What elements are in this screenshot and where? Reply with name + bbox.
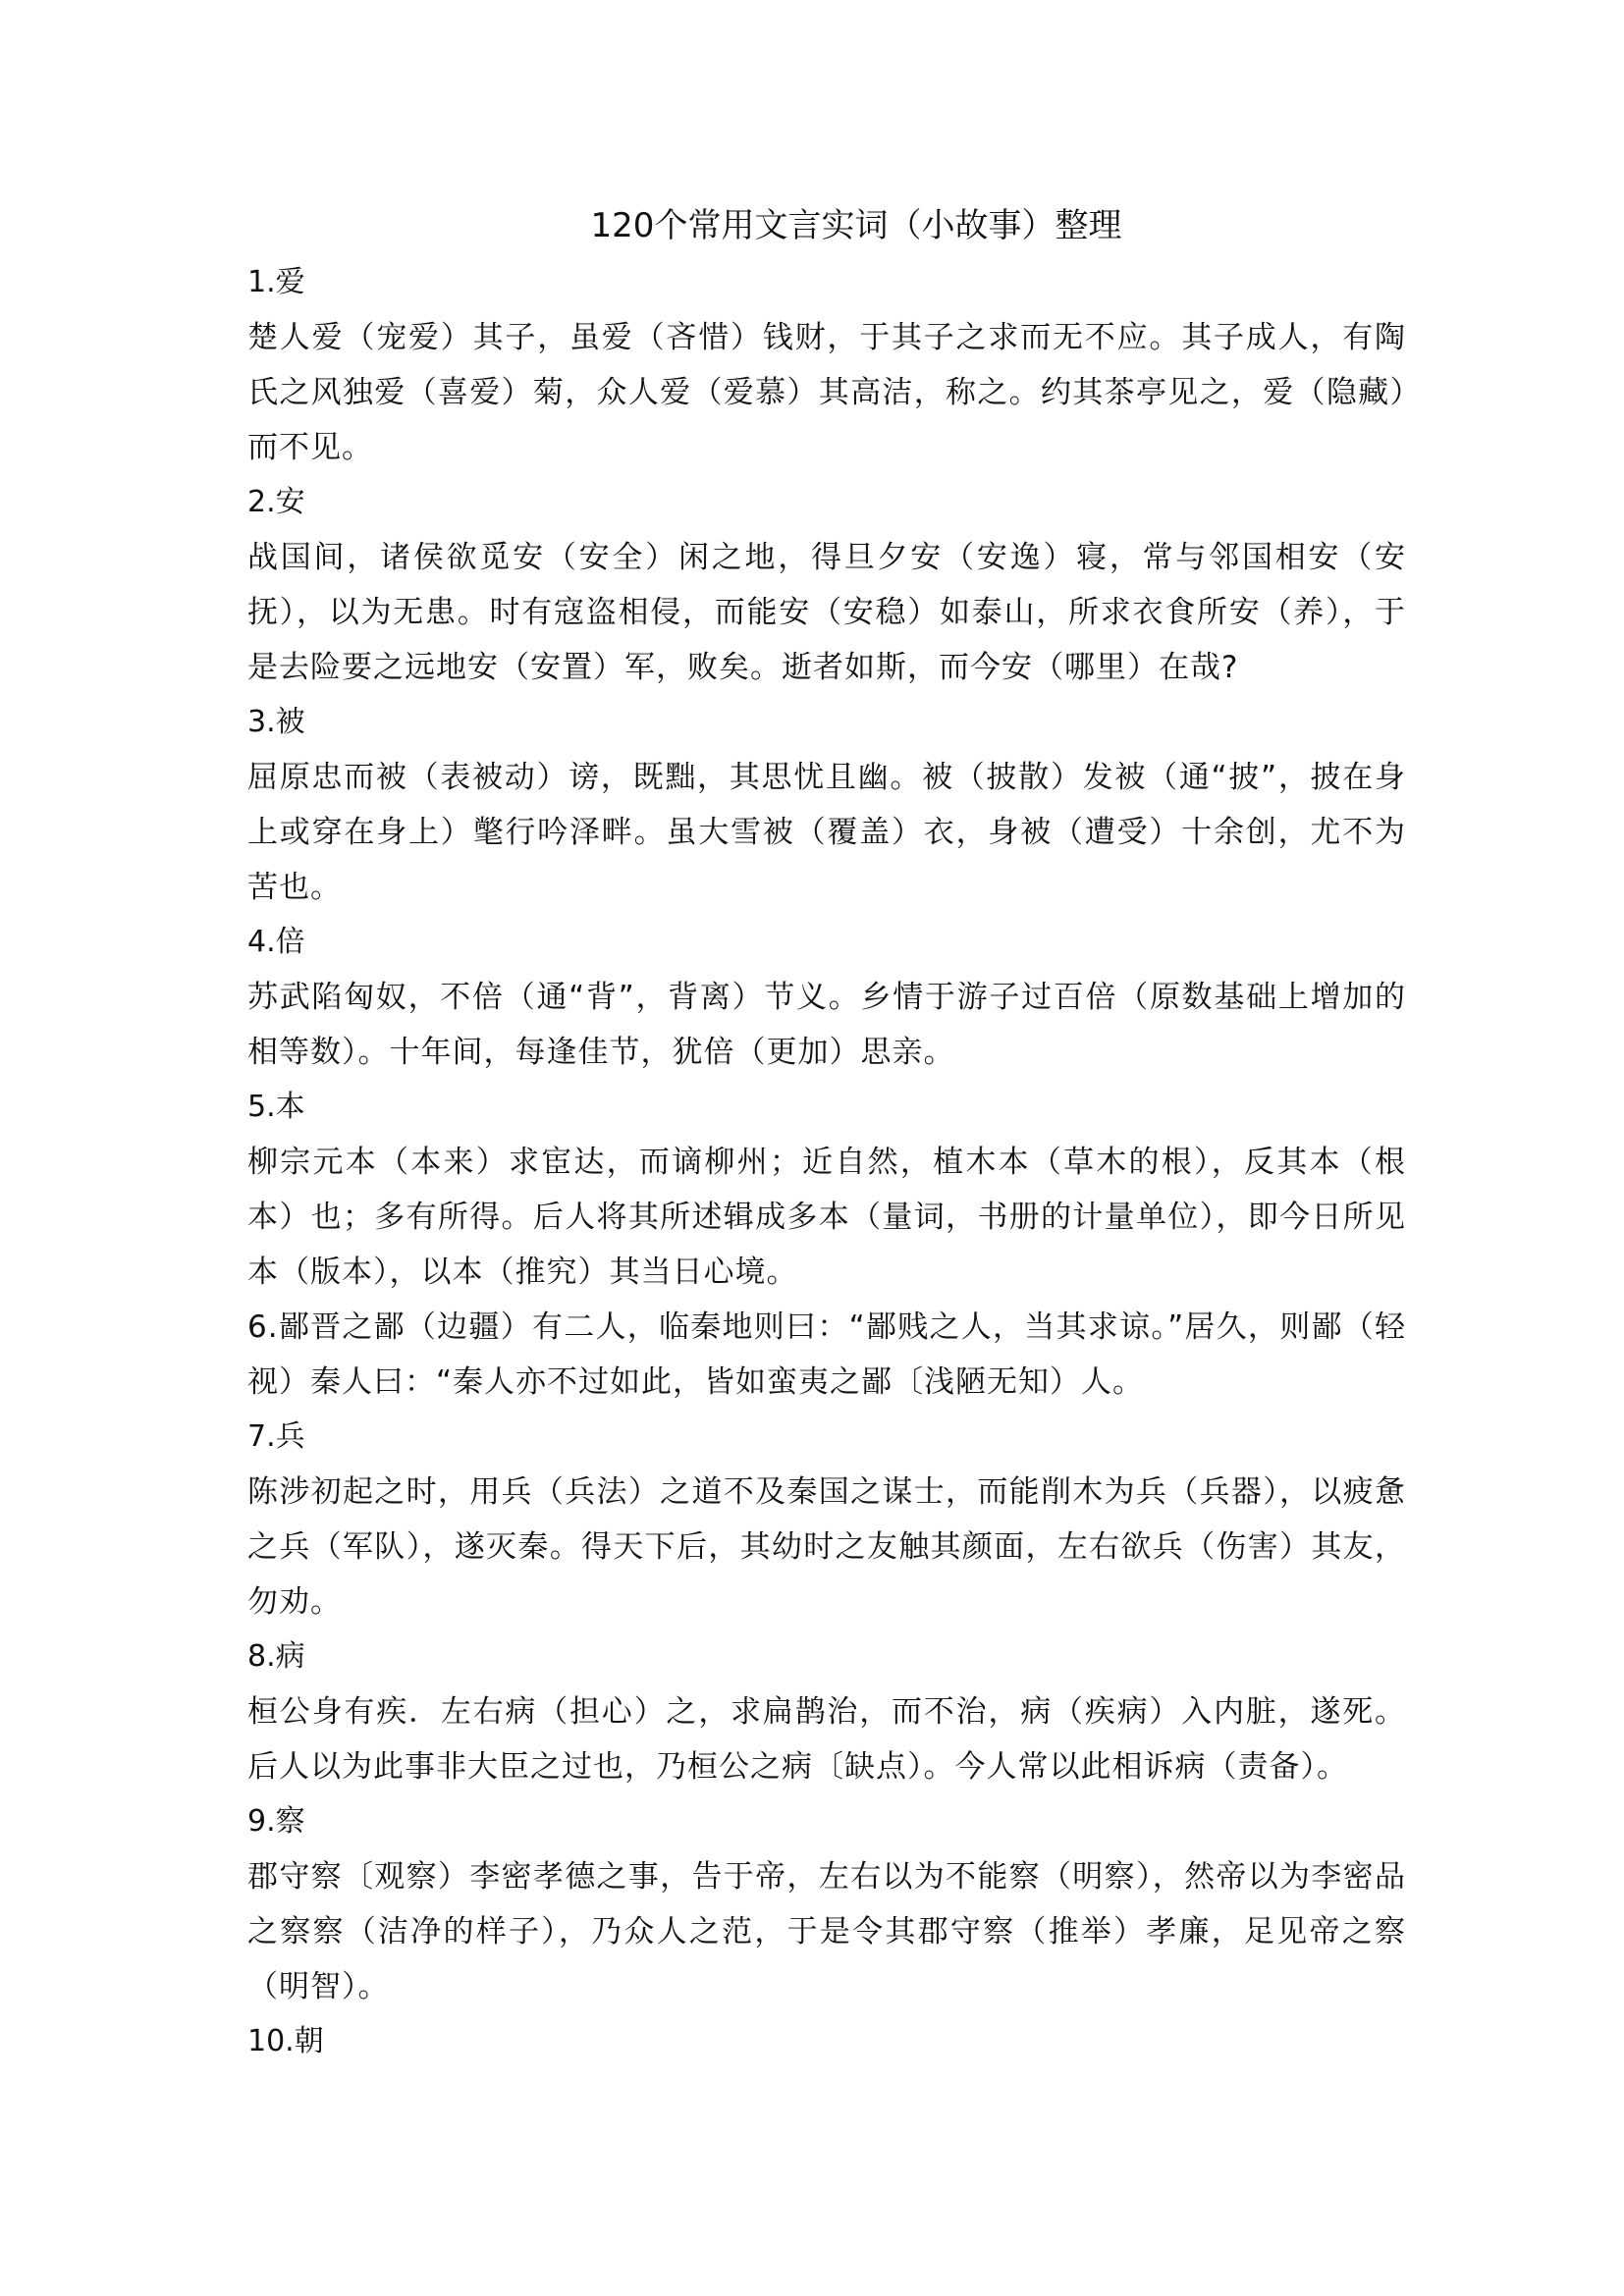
entry-4 — [247, 915, 1406, 1080]
entry-body: 6.鄙晋之鄙（边疆）有二人，临秦地则曰：“鄙贱之人，当其求谅。”居久，则鄙（轻视）秦人曰：“秦人亦不过如此，皆如蛮夷之鄙〔浅陋无知）人。 — [247, 1309, 1406, 1400]
entry-body: 桓公身有疾．左右病（担心）之，求扁鹊治，而不治，病（疾病）入内脏，遂死。后人以为此事非大臣之过也，乃桓公之病〔缺点）。今人常以此相诉病（责备）。 — [247, 1694, 1406, 1785]
entry-heading: 2.安 — [247, 485, 305, 519]
entry-body: 战国间，诸侯欲觅安（安全）闲之地，得旦夕安（安逸）寝，常与邻国相安（安抚），以为无患。时有寇盗相侵，而能安（安稳）如泰山，所求衣食所安（养），于是去险要之远地安（安置）军，败矣。逝者如斯，而今安（哪里）在哉? — [247, 540, 1406, 685]
entry-10 — [247, 2014, 1406, 2069]
entry-heading: 4.倍 — [247, 925, 305, 959]
entry-7 — [247, 1410, 1406, 1629]
entry-body: 郡守察〔观察）李密孝德之事，告于帝，左右以为不能察（明察），然帝以为李密品之察察（洁净的样子），乃众人之范，于是令其郡守察（推举）孝廉，足见帝之察（明智）。 — [247, 1859, 1406, 2004]
entry-9 — [247, 1794, 1406, 2014]
entry-body: 柳宗元本（本来）求宦达，而谪柳州；近自然，植木本（草木的根），反其本（根本）也；多有所得。后人将其所述辑成多本（量词，书册的计量单位），即今日所见本（版本），以本（推究）其当日心境。 — [247, 1145, 1406, 1290]
entry-heading: 5.本 — [247, 1090, 305, 1124]
entry-heading: 9.察 — [247, 1804, 305, 1839]
entry-body: 陈涉初起之时，用兵（兵法）之道不及秦国之谋士，而能削木为兵（兵器），以疲惫之兵（军队），遂灭秦。得天下后，其幼时之友触其颜面，左右欲兵（伤害）其友，勿劝。 — [247, 1474, 1406, 1620]
entry-6 — [247, 1300, 1406, 1410]
entry-heading: 7.兵 — [247, 1419, 305, 1454]
entry-heading: 1.爱 — [247, 265, 305, 299]
entry-2 — [247, 475, 1406, 695]
entry-8 — [247, 1629, 1406, 1794]
entry-body: 屈原忠而被（表被动）谤，既黜，其思忧且幽。被（披散）发被（通“披”，披在身上或穿在身上）氅行吟泽畔。虽大雪被（覆盖）衣，身被（遭受）十余创，尤不为苦也。 — [247, 760, 1406, 905]
entry-3 — [247, 695, 1406, 915]
entry-body: 苏武陷匈奴，不倍（通“背”，背离）节义。乡情于游子过百倍（原数基础上增加的相等数）。十年间，每逢佳节，犹倍（更加）思亲。 — [247, 980, 1406, 1070]
document-page — [247, 196, 1406, 2069]
entry-body: 楚人爱（宠爱）其子，虽爱（吝惜）钱财，于其子之求而无不应。其子成人，有陶氏之风独爱（喜爱）菊，众人爱（爱慕）其高洁，称之。约其茶亭见之，爱（隐藏）而不见。 — [247, 320, 1406, 465]
entry-1 — [247, 255, 1406, 475]
entry-heading: 10.朝 — [247, 2024, 324, 2058]
document-title: 120个常用文言实词（小故事）整理 — [590, 206, 1122, 245]
entry-heading: 8.病 — [247, 1639, 305, 1674]
entry-heading: 3.被 — [247, 705, 305, 739]
entry-5 — [247, 1080, 1406, 1300]
